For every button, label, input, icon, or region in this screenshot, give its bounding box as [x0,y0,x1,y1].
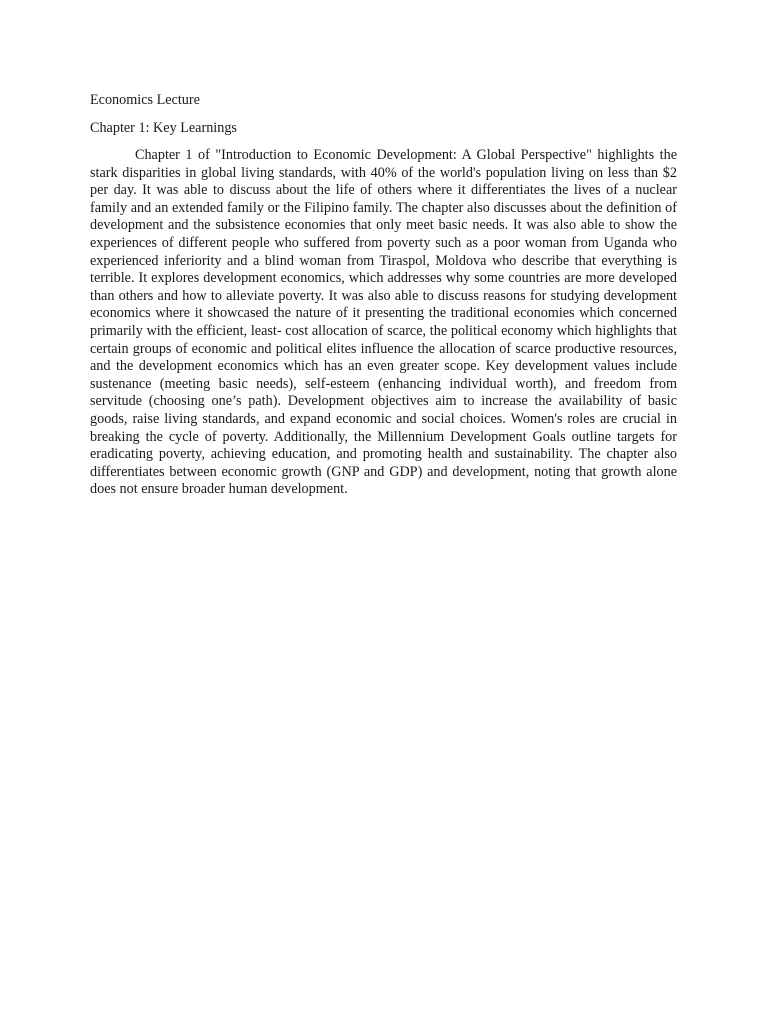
chapter-heading: Chapter 1: Key Learnings [90,120,237,136]
document-page [90,91,677,499]
body-paragraph: Chapter 1 of "Introduction to Economic Development: A Global Perspective" highlights the stark disparities in global living standards, with 40% of the world's population living on less than $2 per day. It was able to discuss about the life of others where it differentiates the lives of a nuclear family and an extended family or the Filipino family. The chapter also discusses about the definition of development and the subsistence economies that only meet basic needs. It was also able to show the experiences of different people who suffered from poverty such as a poor woman from Uganda who experienced inferiority and a blind woman from Tiraspol, Moldova who describe that everything is terrible. It explores development economics, which addresses why some countries are more developed than others and how to alleviate poverty. It was also able to discuss reasons for studying development economics where it showcased the nature of it presenting the traditional economies which concerned primarily with the efficient, least- cost allocation of scarce, the political economy which highlights that certain groups of economic and political elites influence the allocation of scarce productive resources, and the development economics which has an even greater scope. Key development values include sustenance (meeting basic needs), self-esteem (enhancing individual worth), and freedom from servitude (choosing one’s path). Development objectives aim to increase the availability of basic goods, raise living standards, and expand economic and social choices. Women's roles are crucial in breaking the cycle of poverty. Additionally, the Millennium Development Goals outline targets for eradicating poverty, achieving education, and promoting health and sustainability. The chapter also differentiates between economic growth (GNP and GDP) and development, noting that growth alone does not ensure broader human development. [90,147,677,498]
document-title: Economics Lecture [90,92,200,108]
